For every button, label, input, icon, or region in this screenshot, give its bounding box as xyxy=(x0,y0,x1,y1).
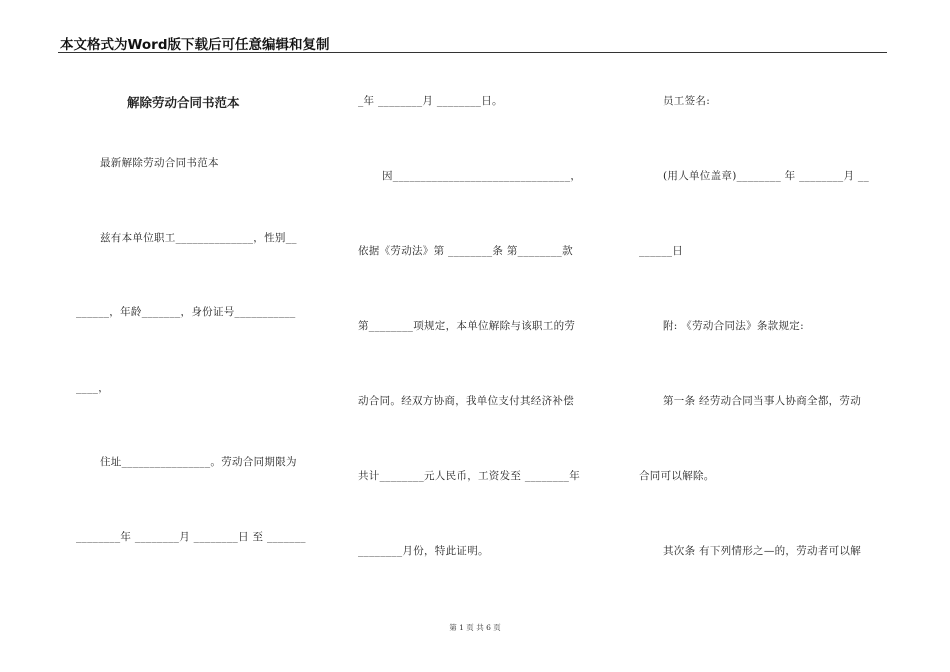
text-line: _年 ________月 ________日。 xyxy=(358,95,503,107)
text-line: ______，年龄_______，身份证号___________ xyxy=(76,306,296,318)
text-line: ________年 ________月 ________日 至 _______ xyxy=(76,531,306,543)
page-footer: 第 1 页 共 6 页 xyxy=(449,623,501,632)
text-line: ______日 xyxy=(639,245,684,257)
text-line: 第一条 经劳动合同当事人协商全都，劳动 xyxy=(663,395,862,407)
text-line: 附: 《劳动合同法》条款规定: xyxy=(663,320,804,332)
text-line: 第________项规定，本单位解除与该职工的劳 xyxy=(358,320,576,332)
text-line: 共计________元人民币，工资发至 ________年 xyxy=(358,470,581,482)
header-divider xyxy=(58,52,887,53)
document-title: 解除劳动合同书范本 xyxy=(127,95,240,110)
document-header: 本文格式为Word版下载后可任意编辑和复制 xyxy=(60,37,330,53)
text-line: 住址________________。劳动合同期限为 xyxy=(100,456,297,468)
text-line: 其次条 有下列情形之—的，劳动者可以解 xyxy=(663,545,862,557)
text-line: 合同可以解除。 xyxy=(639,470,715,482)
text-line: 因________________________________， xyxy=(382,170,582,182)
text-line: 员工签名: xyxy=(663,95,711,107)
text-line: 兹有本单位职工______________，性别__ xyxy=(100,232,297,244)
text-line: (用人单位盖章)________ 年 ________月 __ xyxy=(663,170,870,182)
text-line: 依据《劳动法》第 ________条 第________款 xyxy=(358,245,573,257)
text-line: 最新解除劳动合同书范本 xyxy=(100,157,219,169)
text-line: 动合同。经双方协商，我单位支付其经济补偿 xyxy=(358,395,574,407)
text-line: ____， xyxy=(76,382,109,394)
text-line: ________月份，特此证明。 xyxy=(358,545,489,557)
